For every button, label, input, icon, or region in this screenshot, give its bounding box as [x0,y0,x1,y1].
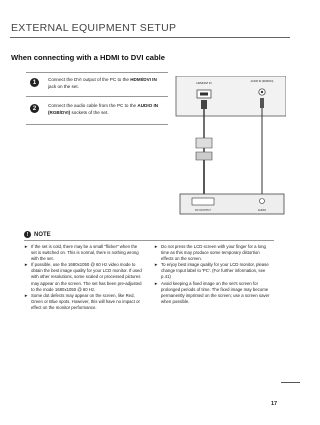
hdmi-port-slot [200,93,208,96]
page-number: 17 [271,401,278,407]
note-item: ► Some dot defects may appear on the screen, like Red, Green or Blue spots. However, this will have no impact or effect on the monitor performance. [24,292,140,310]
step-1-bold: HDMI/DVI IN [130,77,157,82]
tv-audio-label: AUDIO IN (RGB/DVI) [250,80,274,83]
note-item: ► To enjoy best image quality for your LCD monitor, please change Input label to 'PC'. (For further information, see p.41) [154,262,269,280]
note-heading [24,231,51,238]
section-heading: When connecting with a HDMI to DVI cable [11,53,165,62]
step-number-2: 2 [30,104,39,113]
page-edge-rule [281,382,300,383]
note-item: ► If possible, use the 1680x1050 @ 60 Hz video mode to obtain the best image quality for your LCD monitor. If used with other resolutions, some scaled or processed pictures may appear on the screen. The set has been pre-adjusted to the mode 1680x1050 @ 60 Hz. [24,262,142,292]
hdmi-plug-icon [201,100,207,109]
note-left-column [24,244,142,311]
step-1-text: Connect the DVI output of the PC to the HDMI/DVI IN jack on the set. [48,77,157,90]
tv-hdmi-label: HDMI/DVI IN [196,82,212,85]
note-right-column [154,244,272,305]
connection-diagram [174,76,286,216]
note-title: NOTE [34,231,51,238]
pc-audio-port-icon [260,199,265,204]
step-2-text: Connect the audio cable from the PC to the AUDIO IN (RGB/DVI) sockets of the set. [48,103,159,116]
info-icon: ! [24,231,31,238]
step-number-1: 1 [30,78,39,87]
audio-plug-icon [260,98,264,108]
arrow-icon: ► [154,244,159,249]
note-divider [24,240,274,241]
step-divider [26,124,168,125]
title-divider [10,37,290,38]
step-2-bold: AUDIO IN (RGB/DVI) [48,103,159,116]
note-item: ► If the set is cold, there may be a small "flicker" when the set is switched on. This is normal, there is nothing wrong with the set. [24,244,139,262]
step-divider [26,72,168,73]
note-item: ► Avoid keeping a fixed image on the set's screen for prolonged periods of time. The fixed image may become permanently imprinted on the screen; use a screen saver when possible. [154,280,270,304]
arrow-icon: ► [24,292,29,298]
arrow-icon: ► [24,244,29,249]
note-item: ► Do not press the LCD screen with your finger for a long time as this may produce some temporary distortion effects on the screen. [154,244,266,262]
arrow-icon: ► [154,262,159,268]
cable-adapter-icon [196,138,212,148]
step-divider [26,96,168,97]
dvi-output-port-icon [192,198,214,205]
arrow-icon: ► [154,280,159,286]
arrow-icon: ► [24,262,29,268]
page-title: EXTERNAL EQUIPMENT SETUP [11,22,177,34]
pc-audio-label: AUDIO [257,209,267,212]
pc-dvi-label: DVI OUTPUT [195,209,211,212]
